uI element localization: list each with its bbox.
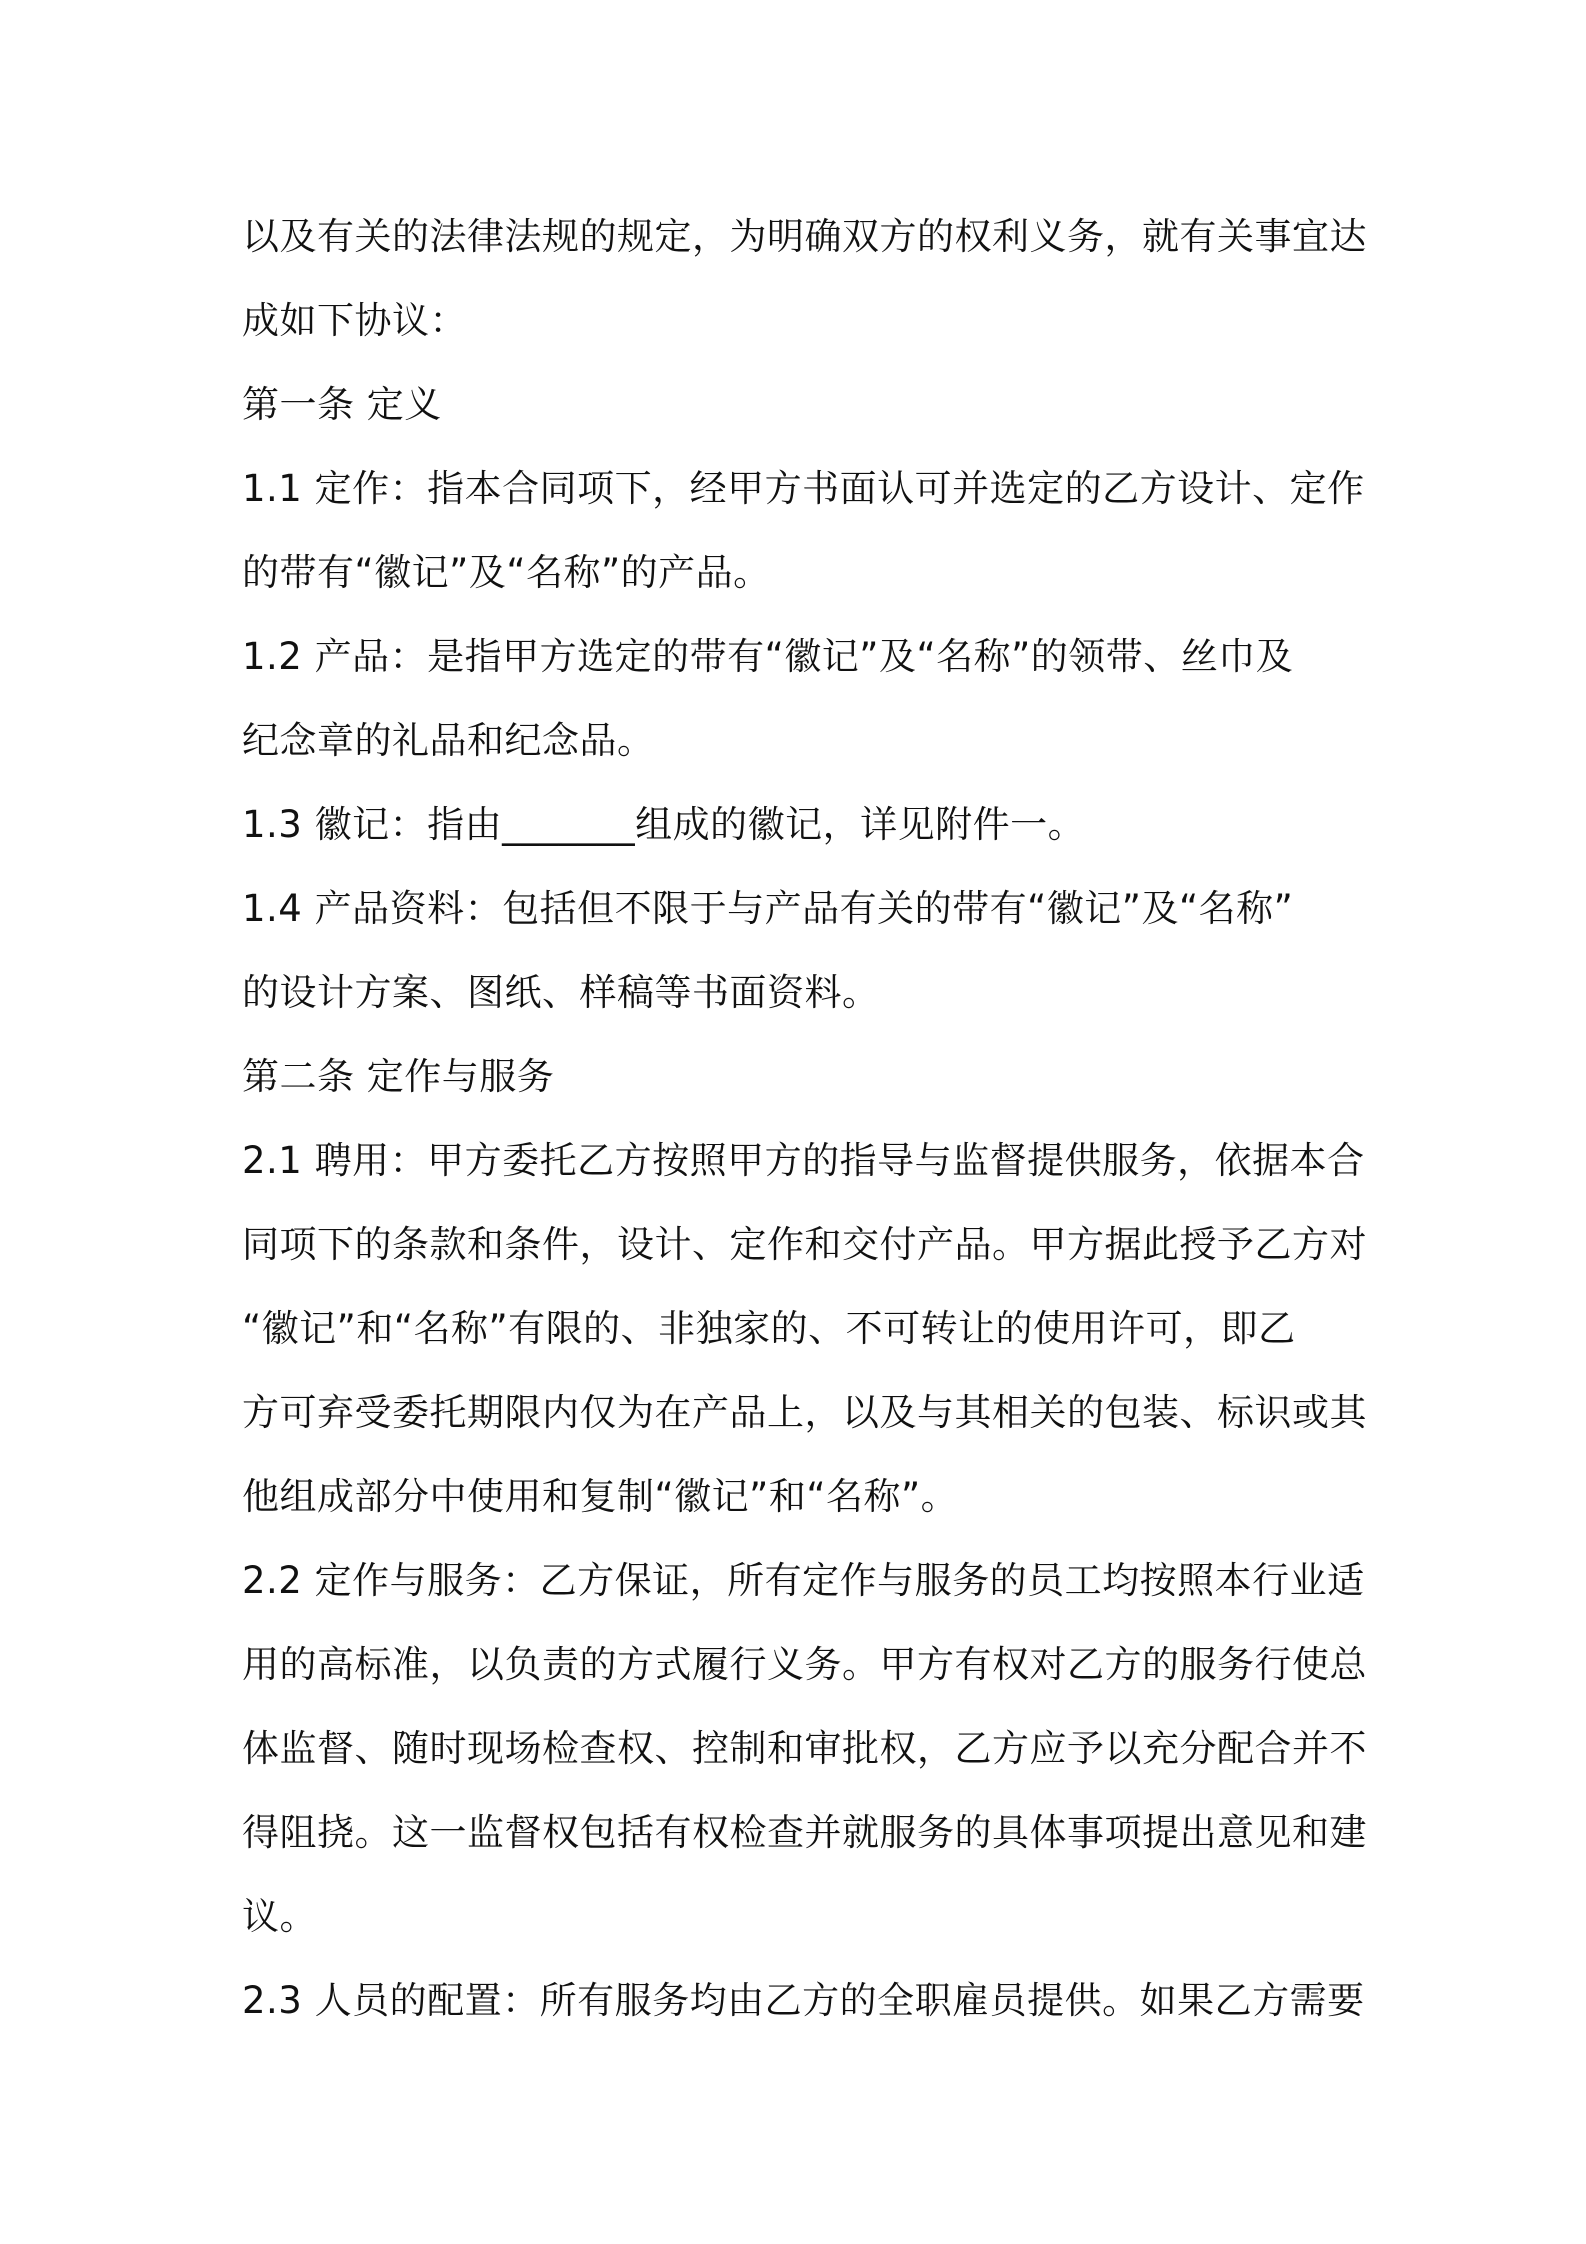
clause-line: 1.1 定作：指本合同项下，经甲方书面认可并选定的乙方设计、定作 xyxy=(242,467,1365,510)
text-line: 他组成部分中使用和复制“徽记”和“名称”。 xyxy=(242,1475,959,1518)
text-line: 的带有“徽记”及“名称”的产品。 xyxy=(242,551,771,594)
text-line: 纪念章的礼品和纪念品。 xyxy=(242,719,655,762)
text-line: 成如下协议： xyxy=(242,299,467,342)
text-line: 用的高标准，以负责的方式履行义务。甲方有权对乙方的服务行使总 xyxy=(242,1643,1367,1686)
clause-line: 1.3 徽记：指由_______组成的徽记，详见附件一。 xyxy=(242,803,1086,846)
text-line: “徽记”和“名称”有限的、非独家的、不可转让的使用许可，即乙 xyxy=(242,1307,1296,1350)
section-heading: 第二条 定作与服务 xyxy=(242,1055,555,1098)
text-line: 的设计方案、图纸、样稿等书面资料。 xyxy=(242,971,880,1014)
clause-line: 2.3 人员的配置：所有服务均由乙方的全职雇员提供。如果乙方需要 xyxy=(242,1979,1365,2022)
clause-line: 1.4 产品资料：包括但不限于与产品有关的带有“徽记”及“名称” xyxy=(242,887,1294,930)
clause-line: 2.1 聘用：甲方委托乙方按照甲方的指导与监督提供服务，依据本合 xyxy=(242,1139,1365,1182)
section-heading: 第一条 定义 xyxy=(242,383,442,426)
text-line: 以及有关的法律法规的规定，为明确双方的权利义务，就有关事宜达 xyxy=(242,215,1367,258)
clause-line: 2.2 定作与服务：乙方保证，所有定作与服务的员工均按照本行业适 xyxy=(242,1559,1365,1602)
text-line: 体监督、随时现场检查权、控制和审批权，乙方应予以充分配合并不 xyxy=(242,1727,1367,1770)
text-line: 得阻挠。这一监督权包括有权检查并就服务的具体事项提出意见和建 xyxy=(242,1811,1367,1854)
text-line: 同项下的条款和条件，设计、定作和交付产品。甲方据此授予乙方对 xyxy=(242,1223,1367,1266)
document-body xyxy=(242,195,1367,2043)
text-line: 议。 xyxy=(242,1895,317,1938)
clause-line: 1.2 产品：是指甲方选定的带有“徽记”及“名称”的领带、丝巾及 xyxy=(242,635,1294,678)
text-line: 方可弃受委托期限内仅为在产品上，以及与其相关的包装、标识或其 xyxy=(242,1391,1367,1434)
